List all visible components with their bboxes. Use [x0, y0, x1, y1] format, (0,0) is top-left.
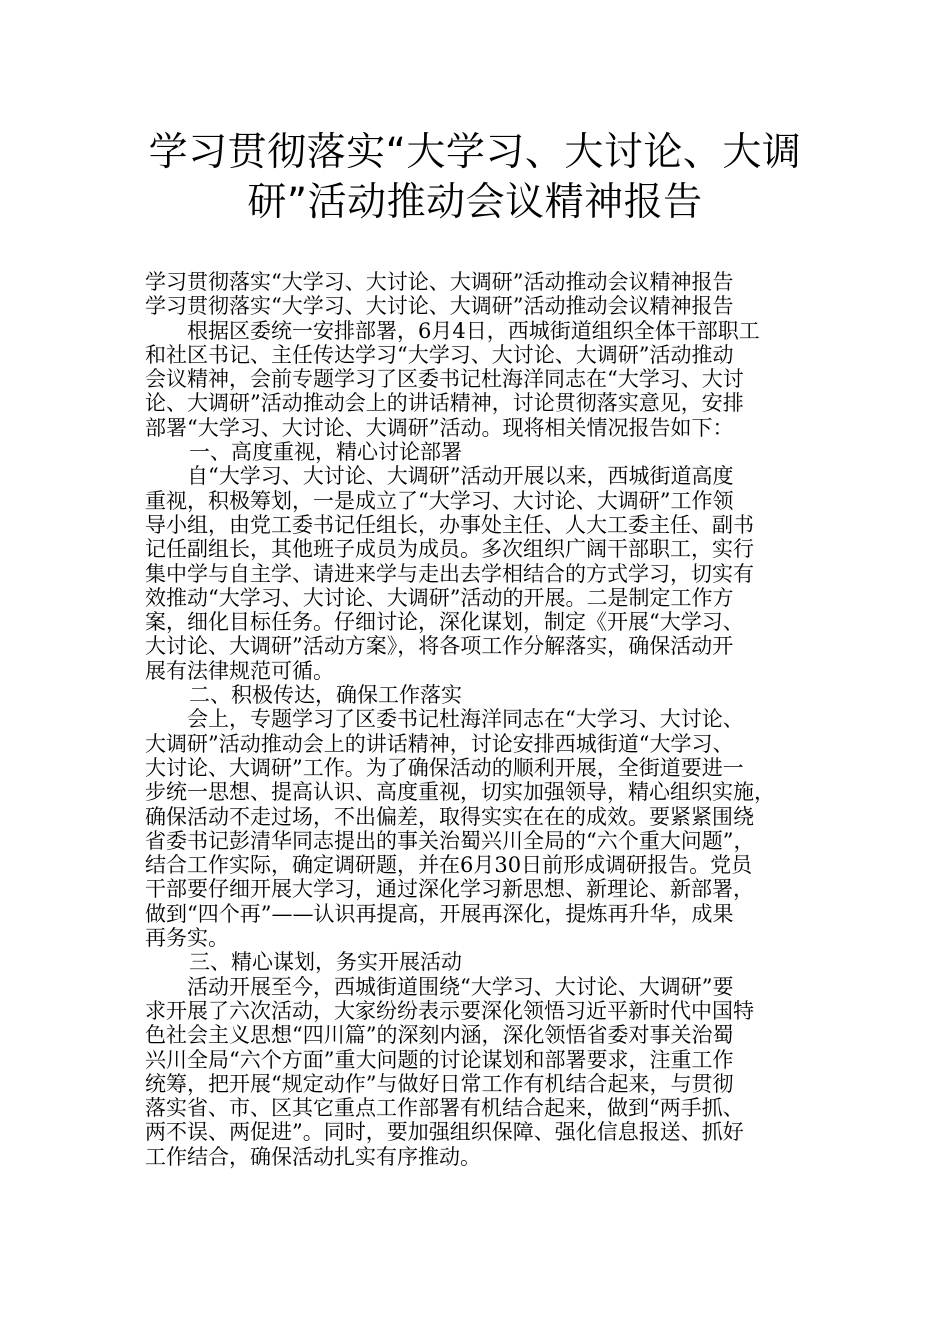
body-text-line: 导小组，由党工委书记任组长，办事处主任、人大工委主任、副书	[145, 512, 754, 537]
body-text-line: 结合工作实际，确定调研题，并在6月30日前形成调研报告。党员	[145, 853, 753, 878]
body-text-line: 会议精神，会前专题学习了区委书记杜海洋同志在“大学习、大讨	[145, 367, 744, 392]
body-text-line: 部署“大学习、大讨论、大调研”活动。现将相关情况报告如下：	[145, 415, 734, 440]
body-text-line: 省委书记彭清华同志提出的事关治蜀兴川全局的“六个重大问题”，	[145, 828, 755, 853]
body-text-line: 色社会主义思想“四川篇”的深刻内涵，深化领悟省委对事关治蜀	[145, 1023, 734, 1048]
body-text-line: 学习贯彻落实“大学习、大讨论、大调研”活动推动会议精神报告	[145, 270, 734, 294]
body-text-line: 落实省、市、区其它重点工作部署有机结合起来，做到“两手抓、	[145, 1096, 744, 1121]
body-text-line: 做到“四个再”——认识再提高，开展再深化，提炼再升华，成果	[145, 901, 734, 926]
section-heading: 三、精心谋划，务实开展活动	[189, 950, 462, 975]
body-text-line: 根据区委统一安排部署，6月4日，西城街道组织全体干部职工	[187, 318, 760, 343]
body-text-line: 自“大学习、大讨论、大调研”活动开展以来，西城街道高度	[187, 464, 734, 489]
body-text-line: 和社区书记、主任传达学习“大学习、大讨论、大调研”活动推动	[145, 342, 734, 367]
body-text-line: 学习贯彻落实“大学习、大讨论、大调研”活动推动会议精神报告	[145, 294, 734, 319]
body-text-line: 大讨论、大调研”活动方案》，将各项工作分解落实，确保活动开	[145, 634, 734, 659]
section-heading: 一、高度重视，精心讨论部署	[189, 440, 462, 465]
body-text-line: 工作结合，确保活动扎实有序推动。	[145, 1144, 481, 1169]
body-text-line: 案，细化目标任务。仔细讨论，深化谋划，制定《开展“大学习、	[145, 610, 744, 635]
body-text-line: 大调研”活动推动会上的讲话精神，讨论安排西城街道“大学习、	[145, 731, 734, 756]
body-text-line: 记任副组长，其他班子成员为成员。多次组织广阔干部职工，实行	[145, 537, 754, 562]
body-text-line: 大讨论、大调研”工作。为了确保活动的顺利开展，全街道要进一	[145, 755, 744, 780]
body-text-line: 重视，积极筹划，一是成立了“大学习、大讨论、大调研”工作领	[145, 488, 734, 513]
body-text-line: 干部要仔细开展大学习，通过深化学习新思想、新理论、新部署，	[145, 877, 754, 902]
body-text-line: 求开展了六次活动，大家纷纷表示要深化领悟习近平新时代中国特	[145, 998, 754, 1023]
body-text-line: 展有法律规范可循。	[145, 658, 334, 683]
body-text-line: 兴川全局“六个方面”重大问题的讨论谋划和部署要求，注重工作	[145, 1047, 734, 1072]
body-text-line: 会上，专题学习了区委书记杜海洋同志在“大学习、大讨论、	[187, 707, 744, 732]
section-heading: 二、积极传达，确保工作落实	[189, 683, 462, 708]
body-text-line: 步统一思想、提高认识、高度重视，切实加强领导，精心组织实施，	[145, 780, 775, 805]
title-line-2: 研”活动推动会议精神报告	[247, 180, 703, 225]
document-body	[145, 270, 815, 1169]
body-text-line: 集中学与自主学、请进来学与走出去学相结合的方式学习，切实有	[145, 561, 754, 586]
body-text-line: 确保活动不走过场，不出偏差，取得实实在在的成效。要紧紧围绕	[145, 804, 754, 829]
body-text-line: 论、大调研”活动推动会上的讲话精神，讨论贯彻落实意见，安排	[145, 391, 744, 416]
body-text-line: 效推动“大学习、大讨论、大调研”活动的开展。二是制定工作方	[145, 585, 734, 610]
body-text-line: 统筹，把开展“规定动作”与做好日常工作有机结合起来，与贯彻	[145, 1071, 734, 1096]
document-title	[100, 128, 850, 228]
body-text-line: 两不误、两促进”。同时，要加强组织保障、强化信息报送、抓好	[145, 1120, 744, 1145]
body-text-line: 再务实。	[145, 926, 229, 951]
body-text-line: 活动开展至今，西城街道围绕“大学习、大讨论、大调研”要	[187, 974, 734, 999]
title-line-1: 学习贯彻落实“大学习、大讨论、大调	[148, 130, 802, 175]
